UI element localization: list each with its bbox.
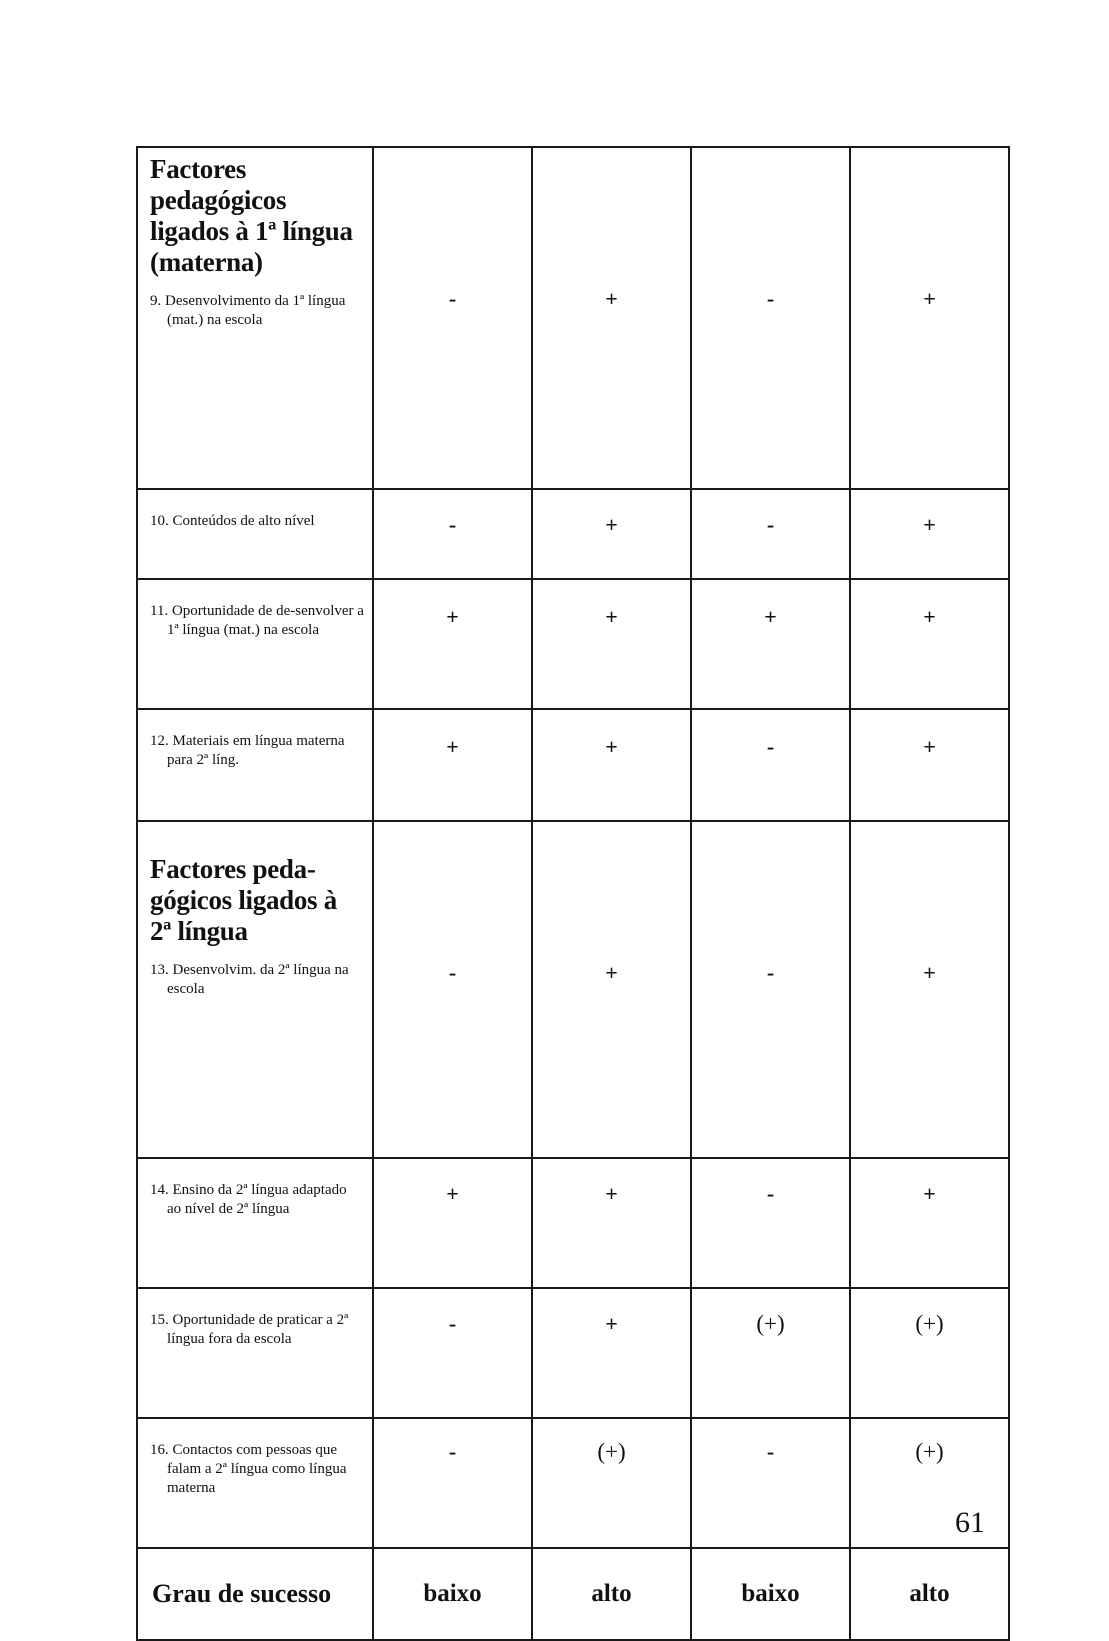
table-row <box>137 821 1009 1158</box>
table-row <box>137 1418 1009 1548</box>
value-cell: - <box>691 489 850 579</box>
row-label: 12. Materiais em língua materna para 2ª líng. <box>150 733 345 768</box>
value-cell: + <box>850 489 1009 579</box>
table-row <box>137 709 1009 821</box>
row-label: 15. Oportunidade de praticar a 2ª língua fora da escola <box>150 1312 349 1347</box>
row-label: 11. Oportunidade de de-senvolver a 1ª língua (mat.) na escola <box>150 603 364 638</box>
value-cell: - <box>373 489 532 579</box>
value-cell: + <box>532 1158 691 1288</box>
row-label: 13. Desenvolvim. da 2ª língua na escola <box>150 962 349 997</box>
success-value: alto <box>532 1548 691 1640</box>
row-label: 9. Desenvolvimento da 1ª língua (mat.) na escola <box>150 293 346 328</box>
table-row <box>137 489 1009 579</box>
value-cell: - <box>691 147 850 489</box>
section-heading-first-language: Factores pedagógicos ligados à 1ª língua (materna) <box>150 154 353 277</box>
value-cell: + <box>373 709 532 821</box>
value-cell: + <box>850 1158 1009 1288</box>
value-cell: - <box>691 1418 850 1548</box>
value-cell: + <box>532 147 691 489</box>
table-row <box>137 147 1009 489</box>
row-label: 14. Ensino da 2ª língua adaptado ao nível de 2ª língua <box>150 1182 347 1217</box>
value-cell: + <box>373 1158 532 1288</box>
value-cell: (+) <box>691 1288 850 1418</box>
table-row <box>137 1288 1009 1418</box>
row-label: 16. Contactos com pessoas que falam a 2ª língua como língua materna <box>150 1442 347 1496</box>
table-row <box>137 1158 1009 1288</box>
value-cell: - <box>373 147 532 489</box>
value-cell: + <box>373 579 532 709</box>
label-cell <box>137 579 373 709</box>
value-cell: (+) <box>850 1418 1009 1548</box>
value-cell: + <box>850 147 1009 489</box>
value-cell: (+) <box>850 1288 1009 1418</box>
label-cell <box>137 821 373 1158</box>
label-cell <box>137 709 373 821</box>
value-cell: + <box>532 1288 691 1418</box>
success-value: baixo <box>373 1548 532 1640</box>
row-label: 10. Conteúdos de alto nível <box>150 513 315 529</box>
value-cell: - <box>691 1158 850 1288</box>
value-cell: - <box>691 709 850 821</box>
success-row <box>137 1548 1009 1640</box>
value-cell: + <box>691 579 850 709</box>
comparison-table <box>136 146 1010 1641</box>
success-value: baixo <box>691 1548 850 1640</box>
label-cell <box>137 147 373 489</box>
table-row <box>137 579 1009 709</box>
value-cell: (+) <box>532 1418 691 1548</box>
page-number: 61 <box>955 1506 985 1539</box>
value-cell: + <box>532 489 691 579</box>
value-cell: + <box>532 579 691 709</box>
label-cell <box>137 1288 373 1418</box>
value-cell: - <box>691 821 850 1158</box>
success-label: Grau de sucesso <box>137 1548 373 1640</box>
value-cell: - <box>373 821 532 1158</box>
value-cell: + <box>532 709 691 821</box>
section-heading-second-language: Factores peda-gógicos ligados à 2ª língua <box>150 854 337 946</box>
value-cell: - <box>373 1418 532 1548</box>
value-cell: + <box>532 821 691 1158</box>
label-cell <box>137 1158 373 1288</box>
value-cell: + <box>850 821 1009 1158</box>
label-cell <box>137 489 373 579</box>
value-cell: - <box>373 1288 532 1418</box>
value-cell: + <box>850 709 1009 821</box>
value-cell: + <box>850 579 1009 709</box>
label-cell <box>137 1418 373 1548</box>
success-value: alto <box>850 1548 1009 1640</box>
